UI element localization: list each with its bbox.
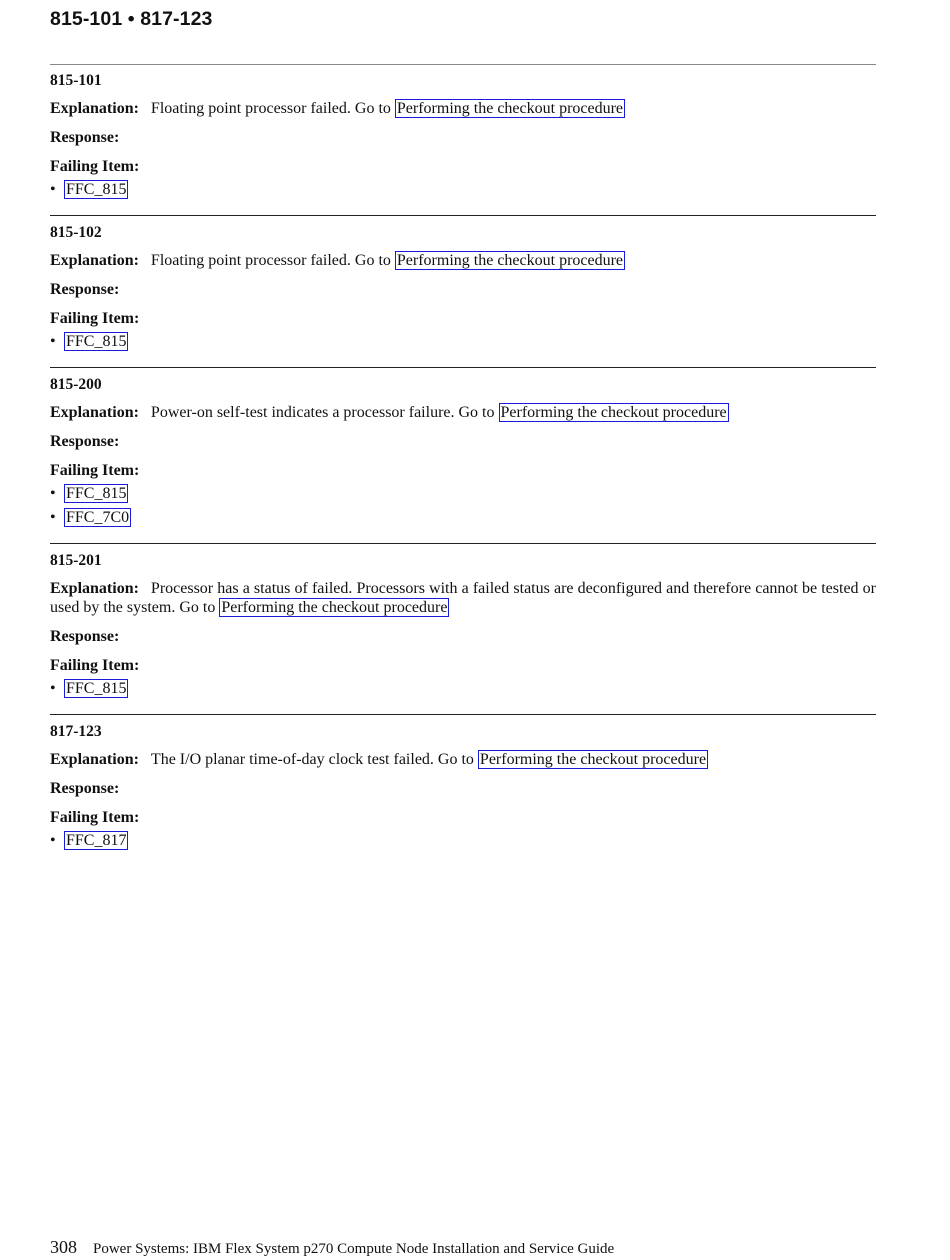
error-code: 815-101 <box>50 72 102 89</box>
failing-item-label: Failing Item: <box>50 462 140 479</box>
error-code: 815-201 <box>50 552 102 569</box>
header-rule <box>50 64 876 65</box>
error-code: 815-102 <box>50 224 102 241</box>
response-label: Response: <box>50 433 120 450</box>
explanation-label: Explanation: <box>50 100 139 117</box>
failing-item-label: Failing Item: <box>50 657 140 674</box>
failing-item: • FFC_817 <box>50 832 127 849</box>
error-entry <box>50 551 876 701</box>
error-entry <box>50 223 876 354</box>
entry-divider <box>50 367 876 368</box>
failing-item: • FFC_7C0 <box>50 509 130 526</box>
ffc-link[interactable]: FFC_815 <box>66 485 127 502</box>
ffc-link[interactable]: FFC_7C0 <box>66 509 130 526</box>
explanation-text: The I/O planar time-of-day clock test failed. Go to <box>150 751 478 768</box>
checkout-procedure-link[interactable]: Performing the checkout procedure <box>396 252 624 269</box>
explanation-label: Explanation: <box>50 404 139 421</box>
explanation-label: Explanation: <box>50 580 139 597</box>
explanation-text: Processor has a status of failed. Processors with a failed status are deconfigured and therefore cannot be tested or used by the system. Go to <box>50 580 876 616</box>
error-code: 817-123 <box>50 723 102 740</box>
failing-item: • FFC_815 <box>50 680 127 697</box>
failing-item: • FFC_815 <box>50 333 127 350</box>
checkout-procedure-link[interactable]: Performing the checkout procedure <box>479 751 707 768</box>
explanation <box>50 750 876 769</box>
error-code: 815-200 <box>50 376 102 393</box>
response-label: Response: <box>50 780 120 797</box>
running-header: 815-101 • 817-123 <box>50 8 213 30</box>
failing-item-list <box>50 829 876 853</box>
failing-item-label: Failing Item: <box>50 809 140 826</box>
ffc-link[interactable]: FFC_815 <box>66 680 127 697</box>
ffc-link[interactable]: FFC_815 <box>66 181 127 198</box>
checkout-procedure-link[interactable]: Performing the checkout procedure <box>396 100 624 117</box>
explanation-label: Explanation: <box>50 252 139 269</box>
explanation <box>50 403 876 422</box>
failing-item-list <box>50 178 876 202</box>
failing-item-label: Failing Item: <box>50 158 140 175</box>
entry-divider <box>50 215 876 216</box>
explanation <box>50 579 876 617</box>
checkout-procedure-link[interactable]: Performing the checkout procedure <box>500 404 727 421</box>
failing-item-list <box>50 677 876 701</box>
checkout-procedure-link[interactable]: Performing the checkout procedure <box>221 599 448 616</box>
error-entry <box>50 722 876 853</box>
failing-item: • FFC_815 <box>50 181 127 198</box>
response-label: Response: <box>50 281 120 298</box>
failing-item-list <box>50 482 876 530</box>
explanation-text: Power-on self-test indicates a processor failure. Go to <box>150 404 499 421</box>
error-entry <box>50 71 876 202</box>
error-code-list <box>50 71 876 853</box>
failing-item: • FFC_815 <box>50 485 127 502</box>
explanation <box>50 251 876 270</box>
explanation <box>50 99 876 118</box>
entry-divider <box>50 714 876 715</box>
response-label: Response: <box>50 129 120 146</box>
page-footer <box>50 1237 614 1258</box>
error-entry <box>50 375 876 530</box>
explanation-text: Floating point processor failed. Go to <box>150 100 395 117</box>
ffc-link[interactable]: FFC_815 <box>66 333 127 350</box>
explanation-label: Explanation: <box>50 751 139 768</box>
failing-item-list <box>50 330 876 354</box>
ffc-link[interactable]: FFC_817 <box>66 832 127 849</box>
explanation-text: Floating point processor failed. Go to <box>150 252 395 269</box>
book-title: Power Systems: IBM Flex System p270 Compute Node Installation and Service Guide <box>93 1241 615 1257</box>
response-label: Response: <box>50 628 120 645</box>
entry-divider <box>50 543 876 544</box>
page-number: 308 <box>50 1237 77 1257</box>
failing-item-label: Failing Item: <box>50 310 140 327</box>
